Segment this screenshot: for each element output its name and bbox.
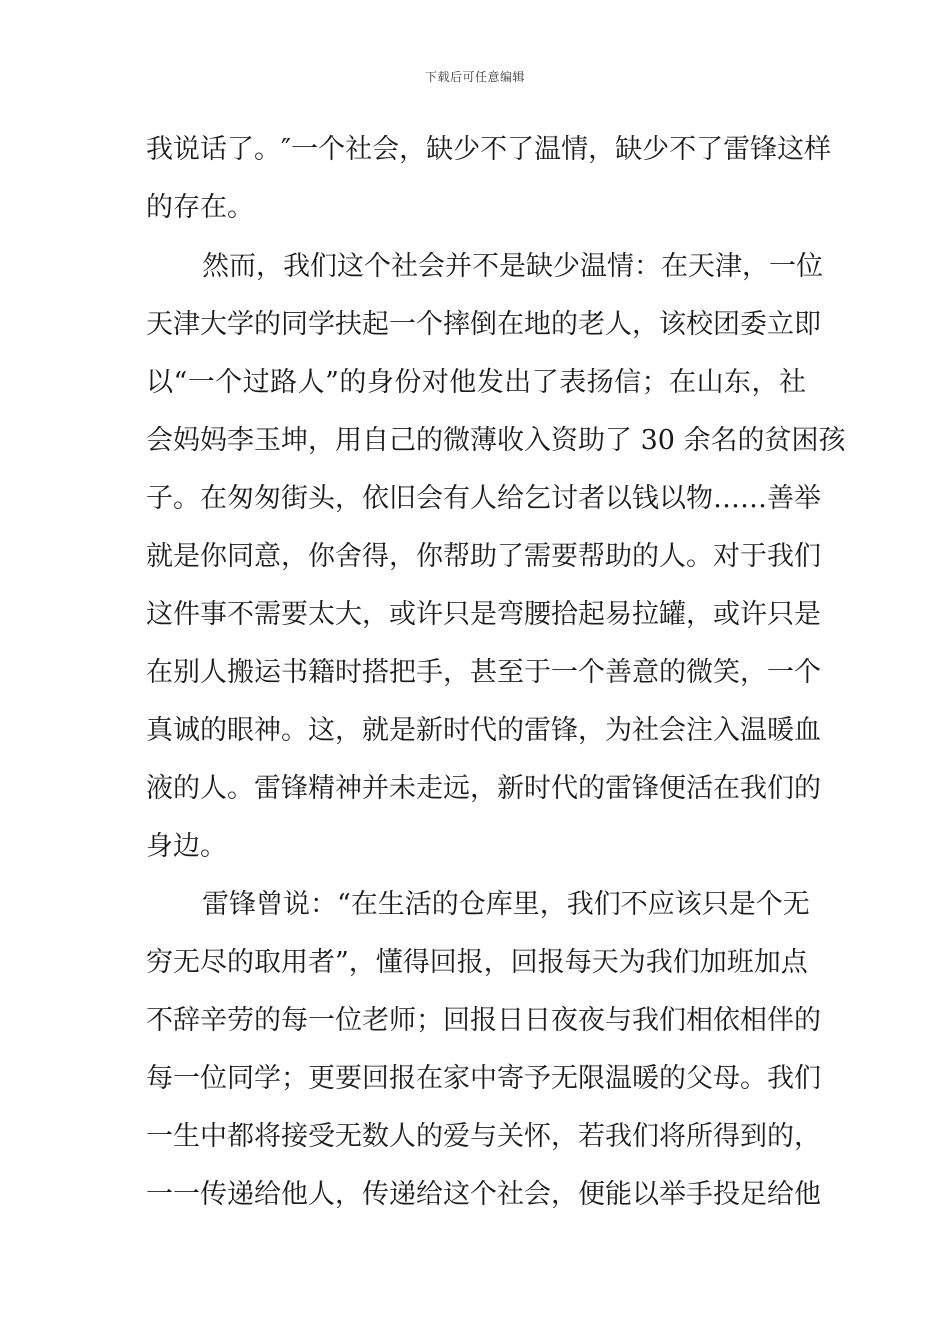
page-header: 下载后可任意编辑 (424, 70, 525, 84)
text-line: 就是你同意，你舍得，你帮助了需要帮助的人。对于我们 (146, 541, 821, 572)
text-line: 真诚的眼神。这，就是新时代的雷锋，为社会注入温暖血 (146, 715, 821, 746)
text-line: 子。在匆匆街头，依旧会有人给乞讨者以钱以物……善举 (146, 483, 821, 514)
text-line: 一一传递给他人，传递给这个社会，便能以举手投足给他 (146, 1179, 821, 1210)
text-line: 穷无尽的取用者”，懂得回报，回报每天为我们加班加点 (146, 947, 808, 978)
text-line: 液的人。雷锋精神并未走远，新时代的雷锋便活在我们的 (146, 773, 821, 804)
text-line: 会妈妈李玉坤，用自己的微薄收入资助了 30 余名的贫困孩 (146, 425, 846, 456)
text-line: 一生中都将接受无数人的爱与关怀，若我们将所得到的， (146, 1121, 821, 1152)
text-line: 身边。 (146, 831, 227, 862)
text-line: 在别人搬运书籍时搭把手，甚至于一个善意的微笑，一个 (146, 657, 821, 688)
text-line: 以“一个过路人”的身份对他发出了表扬信；在山东，社 (146, 367, 806, 398)
paragraph-start-line: 雷锋曾说：“在生活的仓库里，我们不应该只是个无 (202, 889, 810, 920)
text-line: 这件事不需要太大，或许只是弯腰拾起易拉罐，或许只是 (146, 599, 821, 630)
text-line: 我说话了。″一个社会，缺少不了温情，缺少不了雷锋这样 (146, 134, 832, 165)
text-line: 天津大学的同学扶起一个摔倒在地的老人，该校团委立即 (146, 309, 821, 340)
text-line: 的存在。 (146, 192, 254, 223)
text-line: 每一位同学；更要回报在家中寄予无限温暖的父母。我们 (146, 1063, 821, 1094)
paragraph-start-line: 然而，我们这个社会并不是缺少温情：在天津，一位 (202, 251, 823, 282)
text-line: 不辞辛劳的每一位老师；回报日日夜夜与我们相依相伴的 (146, 1005, 821, 1036)
